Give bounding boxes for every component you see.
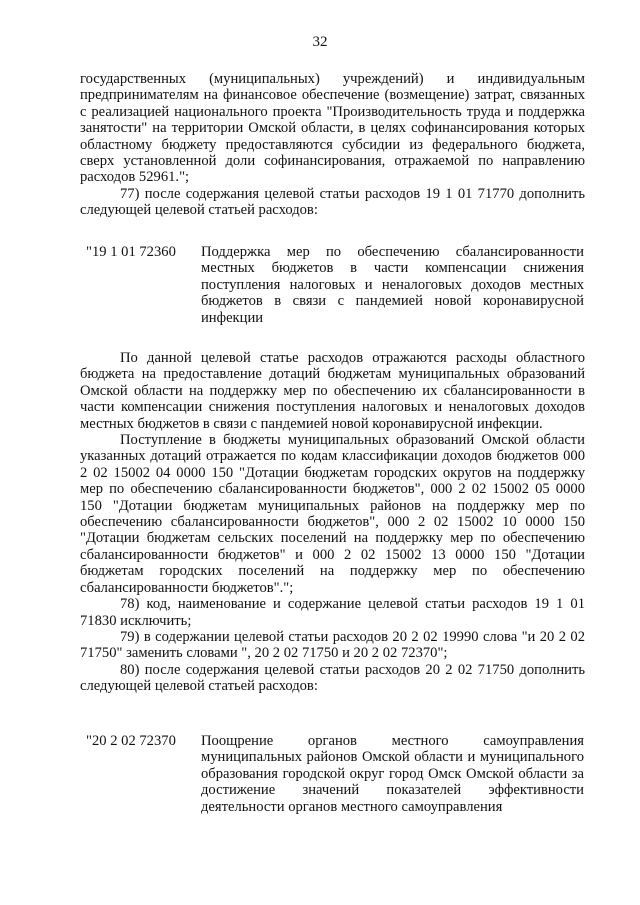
- paragraph-item-78: 78) код, наименование и содержание целевой статьи расходов 19 1 01 71830 исключить;: [80, 596, 585, 629]
- entry-code-2: "20 2 02 72370: [86, 733, 176, 749]
- entry-description-1: Поддержка мер по обеспечению сбалансированности местных бюджетов в части компенсации снижения поступления налоговых и неналоговых доходов местных бюджетов в связи с пандемией новой коронавирусной инфекции: [201, 244, 584, 326]
- paragraph-item-80: 80) после содержания целевой статьи расходов 20 2 02 71750 дополнить следующей целевой статьей расходов:: [80, 661, 585, 695]
- paragraph-item-77: 77) после содержания целевой статьи расходов 19 1 01 71770 дополнить следующей целевой статьей расходов:: [80, 185, 585, 219]
- entry-code-1: "19 1 01 72360: [86, 244, 176, 260]
- entry-description-2: Поощрение органов местного самоуправления муниципальных районов Омской области и муниципального образования городской округ город Омск Омской области за достижение значений показателей эффективности деятельности органов местного самоуправления: [201, 733, 584, 815]
- text-block-middle: [80, 350, 585, 695]
- paragraph-expenses: По данной целевой статье расходов отражаются расходы областного бюджета на предоставление дотаций бюджетам муниципальных образований Омской области на поддержку мер по обеспечению их сбалансированности в части компенсации снижения поступления налоговых и неналоговых доходов местных бюджетов в связи с пандемией новой коронавирусной инфекции.: [80, 350, 585, 432]
- text-block-top: [80, 71, 585, 219]
- paragraph-continuation: государственных (муниципальных) учреждений) и индивидуальным предпринимателям на финансовое обеспечение (возмещение) затрат, связанных с реализацией национального проекта "Производительность труда и поддержка занятости" на территории Омской области, в целях софинансирования которых областному бюджету предоставляются субсидии из федерального бюджета, сверх установленной доли софинансирования, отражаемой по направлению расходов 52961.";: [80, 71, 585, 186]
- paragraph-item-79: 79) в содержании целевой статьи расходов 20 2 02 19990 слова "и 20 2 02 71750" заменить словами ", 20 2 02 71750 и 20 2 02 72370";: [80, 628, 585, 662]
- page-number: 32: [312, 34, 328, 50]
- paragraph-revenue: Поступление в бюджеты муниципальных образований Омской области указанных дотаций отражается по кодам классификации доходов бюджетов 000 2 02 15002 04 0000 150 "Дотации бюджетам городских округов на поддержку мер по обеспечению сбалансированности бюджетов", 000 2 02 15002 05 0000 150 "Дотации бюджетам муниципальных районов на поддержку мер по обеспечению сбалансированности бюджетов", 000 2 02 15002 10 0000 150 "Дотации бюджетам сельских поселений на поддержку мер по обеспечению сбалансированности бюджетов" и 000 2 02 15002 13 0000 150 "Дотации бюджетам городских поселений на поддержку мер по обеспечению сбалансированности бюджетов".";: [80, 432, 585, 596]
